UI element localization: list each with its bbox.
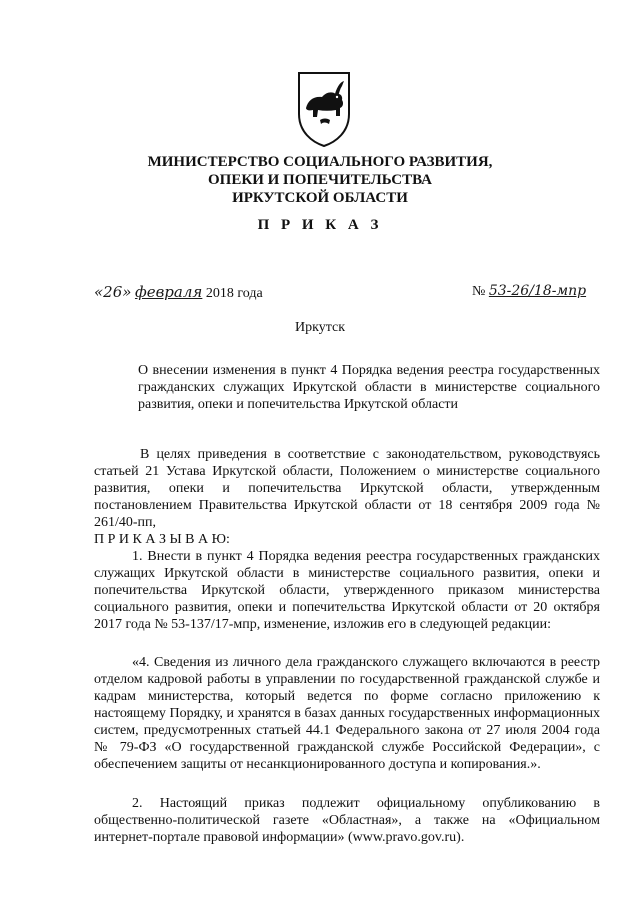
ministry-name-line-3: ИРКУТСКОЙ ОБЛАСТИ: [232, 190, 408, 206]
date-year: 2018 года: [205, 286, 263, 301]
preamble-paragraph: В целях приведения в соответствие с законодательством, руководствуясь статьей 21 Устава Иркутской области, Положением о министерстве социального развития, опеки и попечительства Иркутской области, утвержденным постановлением Правительства Иркутской области от 18 сентября 2009 года № 261/40-пп,: [94, 447, 600, 530]
item-2-paragraph: 2. Настоящий приказ подлежит официальному опубликованию в общественно-политической газете «Областная», а также на «Официальном интернет-портале правовой информации» (www.pravo.gov.ru).: [94, 796, 600, 845]
number-sign: №: [472, 284, 486, 299]
order-subject: О внесении изменения в пункт 4 Порядка ведения реестра государственных гражданских служащих Иркутской области в министерстве социального развития, опеки и попечительства Иркутской области: [138, 363, 600, 412]
document-date: [94, 283, 263, 302]
document-type-title: П Р И К А З: [257, 217, 383, 233]
quoted-amendment-paragraph: «4. Сведения из личного дела гражданского служащего включаются в реестр отделом кадровой работы в управлении по государственной гражданской службе и кадрам министерства, который ведется по форме согласно приложению к настоящему Порядку, и хранятся в базах данных государственных информационных систем, предусмотренных статьей 44.1 Федерального закона от 27 июля 2004 года № 79-ФЗ «О государственной гражданской службе Российской Федерации», с обеспечением защиты от несанкционированного доступа и копирования.».: [94, 655, 600, 772]
order-word: П Р И К А З Ы В А Ю:: [94, 532, 230, 547]
document-number: [472, 283, 586, 300]
number-value: 53-26/18-мпр: [488, 283, 587, 299]
item-1-paragraph: 1. Внести в пункт 4 Порядка ведения реестра государственных гражданских служащих Иркутской области в министерстве социального развития, опеки и попечительства Иркутской области, утвержденного приказом министерства социального развития, опеки и попечительства Иркутской области от 20 октября 2017 года № 53-137/17-мпр, изменение, изложив его в следующей редакции:: [94, 549, 600, 632]
ministry-name-line-1: МИНИСТЕРСТВО СОЦИАЛЬНОГО РАЗВИТИЯ,: [147, 154, 493, 170]
city-name: Иркутск: [294, 320, 346, 335]
ministry-name-line-2: ОПЕКИ И ПОПЕЧИТЕЛЬСТВА: [208, 172, 432, 188]
date-month: февраля: [134, 283, 203, 301]
coat-of-arms-icon: [296, 70, 352, 148]
date-day: «26»: [94, 283, 132, 301]
